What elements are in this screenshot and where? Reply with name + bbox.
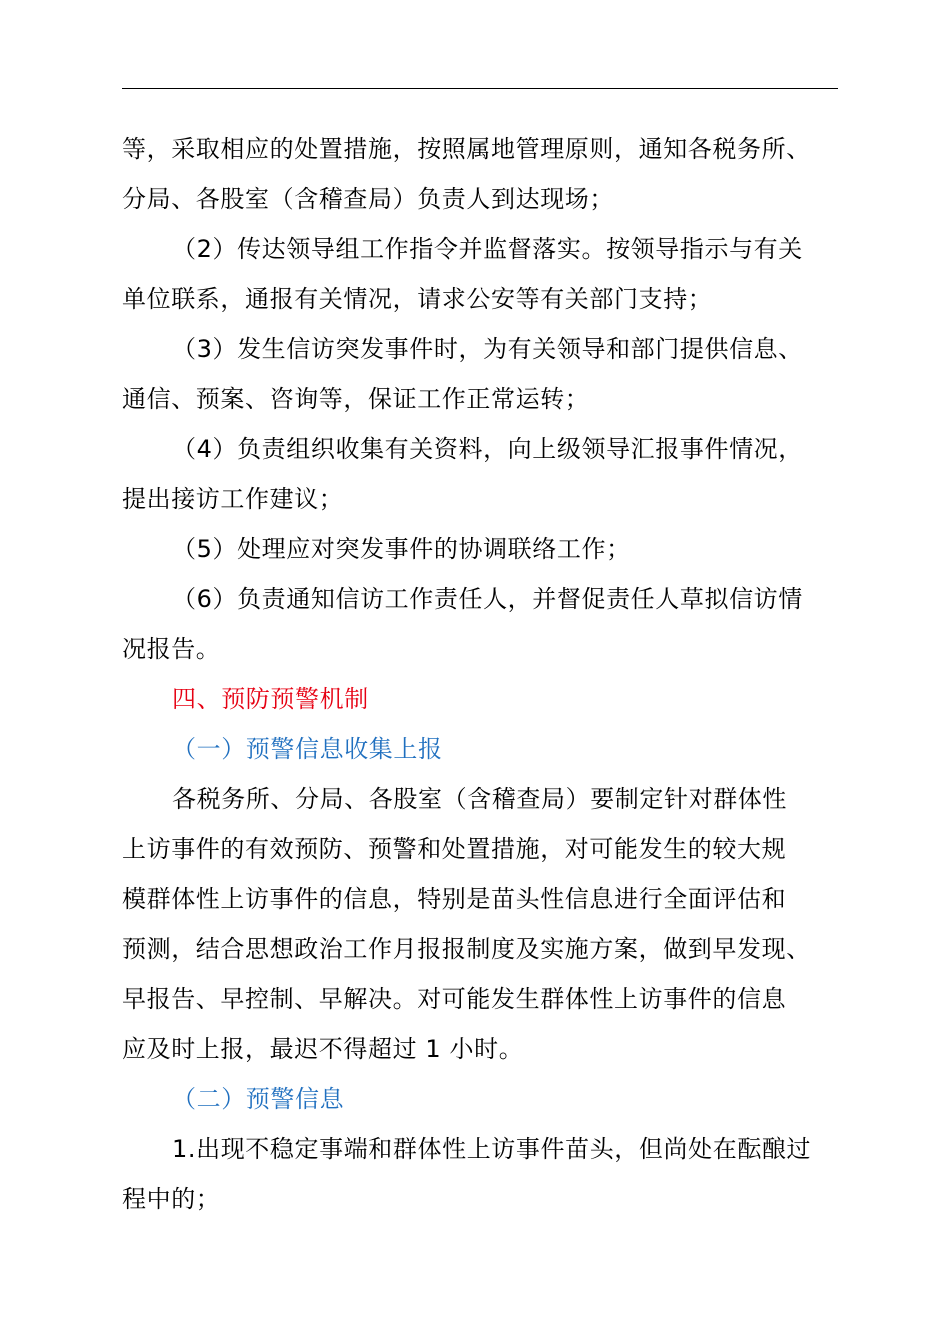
list-item-4: （4）负责组织收集有关资料，向上级领导汇报事件情况， <box>172 435 803 463</box>
list-item-2: （2）传达领导组工作指令并监督落实。按领导指示与有关 <box>172 235 803 263</box>
paragraph-line: 单位联系，通报有关情况，请求公安等有关部门支持； <box>122 285 713 313</box>
document-body <box>122 124 838 1224</box>
paragraph-line: 应及时上报，最迟不得超过 1 小时。 <box>122 1035 524 1063</box>
paragraph-line: 等，采取相应的处置措施，按照属地管理原则，通知各税务所、 <box>122 135 811 163</box>
paragraph-line: 程中的； <box>122 1185 221 1213</box>
subsection-heading: （二）预警信息 <box>172 1085 345 1113</box>
list-item-5: （5）处理应对突发事件的协调联络工作； <box>172 535 631 563</box>
header-rule <box>122 88 838 89</box>
list-item-1: 1.出现不稳定事端和群体性上访事件苗头，但尚处在酝酿过 <box>172 1135 812 1163</box>
paragraph-line: 通信、预案、咨询等，保证工作正常运转； <box>122 385 590 413</box>
paragraph-line: 上访事件的有效预防、预警和处置措施，对可能发生的较大规 <box>122 835 787 863</box>
list-item-6: （6）负责通知信访工作责任人，并督促责任人草拟信访情 <box>172 585 803 613</box>
section-heading: 四、预防预警机制 <box>172 685 369 713</box>
paragraph-line: 各税务所、分局、各股室（含稽查局）要制定针对群体性 <box>172 785 787 813</box>
list-item-3: （3）发生信访突发事件时，为有关领导和部门提供信息、 <box>172 335 803 363</box>
paragraph-line: 预测，结合思想政治工作月报报制度及实施方案，做到早发现、 <box>122 935 811 963</box>
paragraph-line: 早报告、早控制、早解决。对可能发生群体性上访事件的信息 <box>122 985 787 1013</box>
paragraph-line: 分局、各股室（含稽查局）负责人到达现场； <box>122 185 614 213</box>
subsection-heading: （一）预警信息收集上报 <box>172 735 443 763</box>
paragraph-line: 况报告。 <box>122 635 221 663</box>
paragraph-line: 模群体性上访事件的信息，特别是苗头性信息进行全面评估和 <box>122 885 787 913</box>
paragraph-line: 提出接访工作建议； <box>122 485 344 513</box>
